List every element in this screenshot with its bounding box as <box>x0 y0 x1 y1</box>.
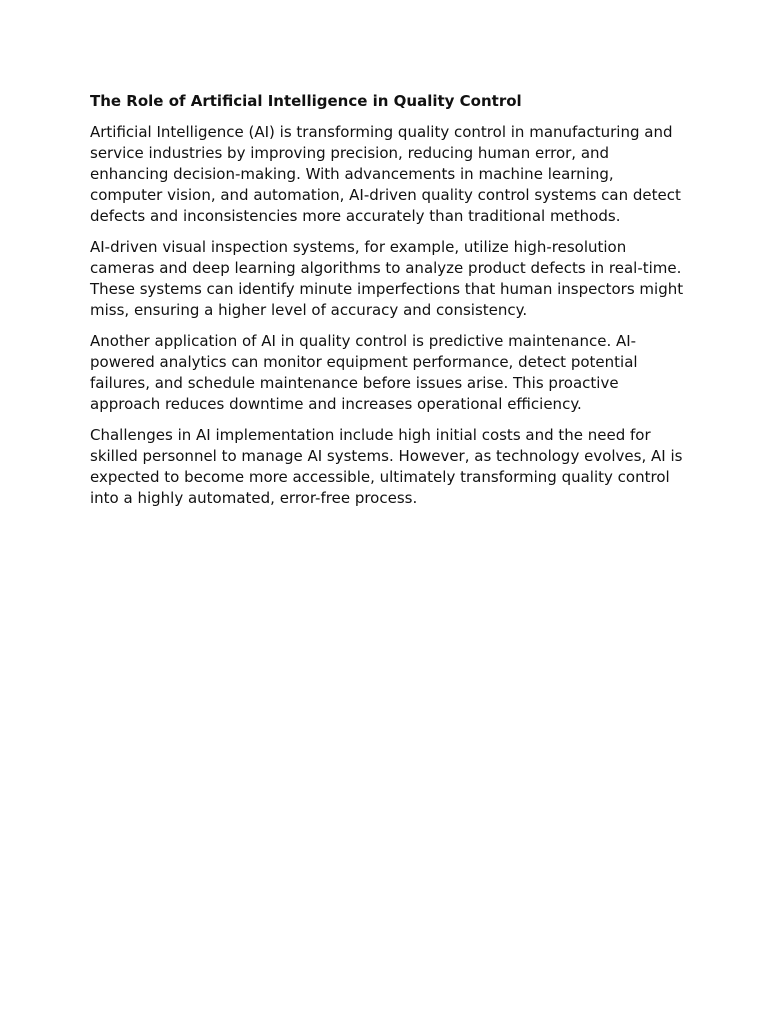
paragraph-challenges: Challenges in AI implementation include high initial costs and the need for skilled personnel to manage AI systems. However, as technology evolves, AI is expected to become more accessible, ultimately transforming quality control into a highly automated, error-free process. <box>90 426 683 507</box>
paragraph-predictive-maintenance: Another application of AI in quality control is predictive maintenance. AI-powered analytics can monitor equipment performance, detect potential failures, and schedule maintenance before issues arise. This proactive approach reduces downtime and increases operational efficiency. <box>90 332 638 413</box>
document-title: The Role of Artificial Intelligence in Quality Control <box>90 92 522 110</box>
paragraph-visual-inspection: AI-driven visual inspection systems, for example, utilize high-resolution cameras and deep learning algorithms to analyze product defects in real-time. These systems can identify minute imperfections that human inspectors might miss, ensuring a higher level of accuracy and consistency. <box>90 238 684 319</box>
paragraph-intro: Artificial Intelligence (AI) is transforming quality control in manufacturing and service industries by improving precision, reducing human error, and enhancing decision-making. With advancements in machine learning, computer vision, and automation, AI-driven quality control systems can detect defects and inconsistencies more accurately than traditional methods. <box>90 123 681 225</box>
document-body <box>90 91 690 519</box>
